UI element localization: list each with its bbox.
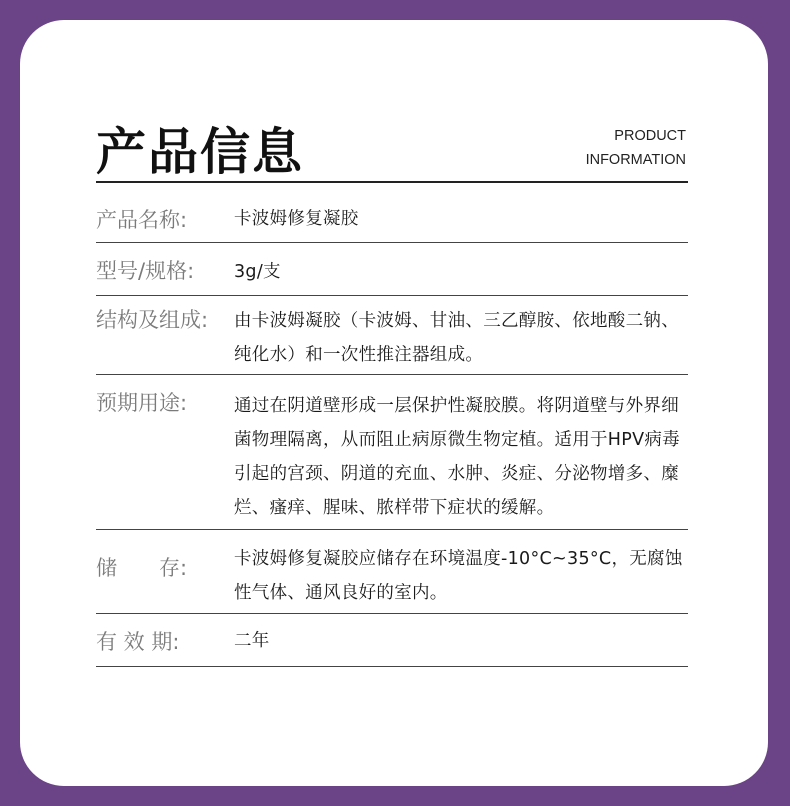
row-composition	[96, 296, 688, 375]
row-value: 3g/支	[234, 262, 281, 282]
row-shelf-life	[96, 614, 688, 667]
english-subtitle	[560, 124, 686, 172]
row-value: 二年	[234, 631, 270, 651]
info-card	[20, 20, 768, 786]
title-divider	[96, 181, 688, 183]
row-label: 结构及组成:	[96, 308, 209, 332]
row-intended-use	[96, 375, 688, 530]
row-label: 预期用途:	[96, 391, 188, 415]
row-label: 储 存:	[96, 556, 188, 580]
row-value: 由卡波姆凝胶（卡波姆、甘油、三乙醇胺、依地酸二钠、纯化水）和一次性推注器组成。	[234, 311, 679, 365]
page-title: 产品信息	[96, 123, 304, 181]
row-value: 卡波姆修复凝胶	[234, 209, 359, 229]
row-label: 型号/规格:	[96, 259, 195, 283]
row-label: 产品名称:	[96, 208, 188, 232]
row-storage	[96, 530, 688, 614]
row-label: 有 效 期:	[96, 630, 180, 654]
row-product-name	[96, 190, 688, 243]
row-value: 通过在阴道壁形成一层保护性凝胶膜。将阴道壁与外界细菌物理隔离，从而阻止病原微生物定植。适用于HPV病毒引起的宫颈、阴道的充血、水肿、炎症、分泌物增多、糜烂、瘙痒、腥味、脓样带下症状的缓解。	[234, 396, 680, 518]
subtitle-line-1: PRODUCT	[614, 128, 686, 144]
row-model-spec	[96, 243, 688, 296]
subtitle-line-2: INFORMATION	[585, 152, 686, 168]
row-value: 卡波姆修复凝胶应储存在环境温度-10°C~35°C，无腐蚀性气体、通风良好的室内。	[234, 549, 683, 603]
